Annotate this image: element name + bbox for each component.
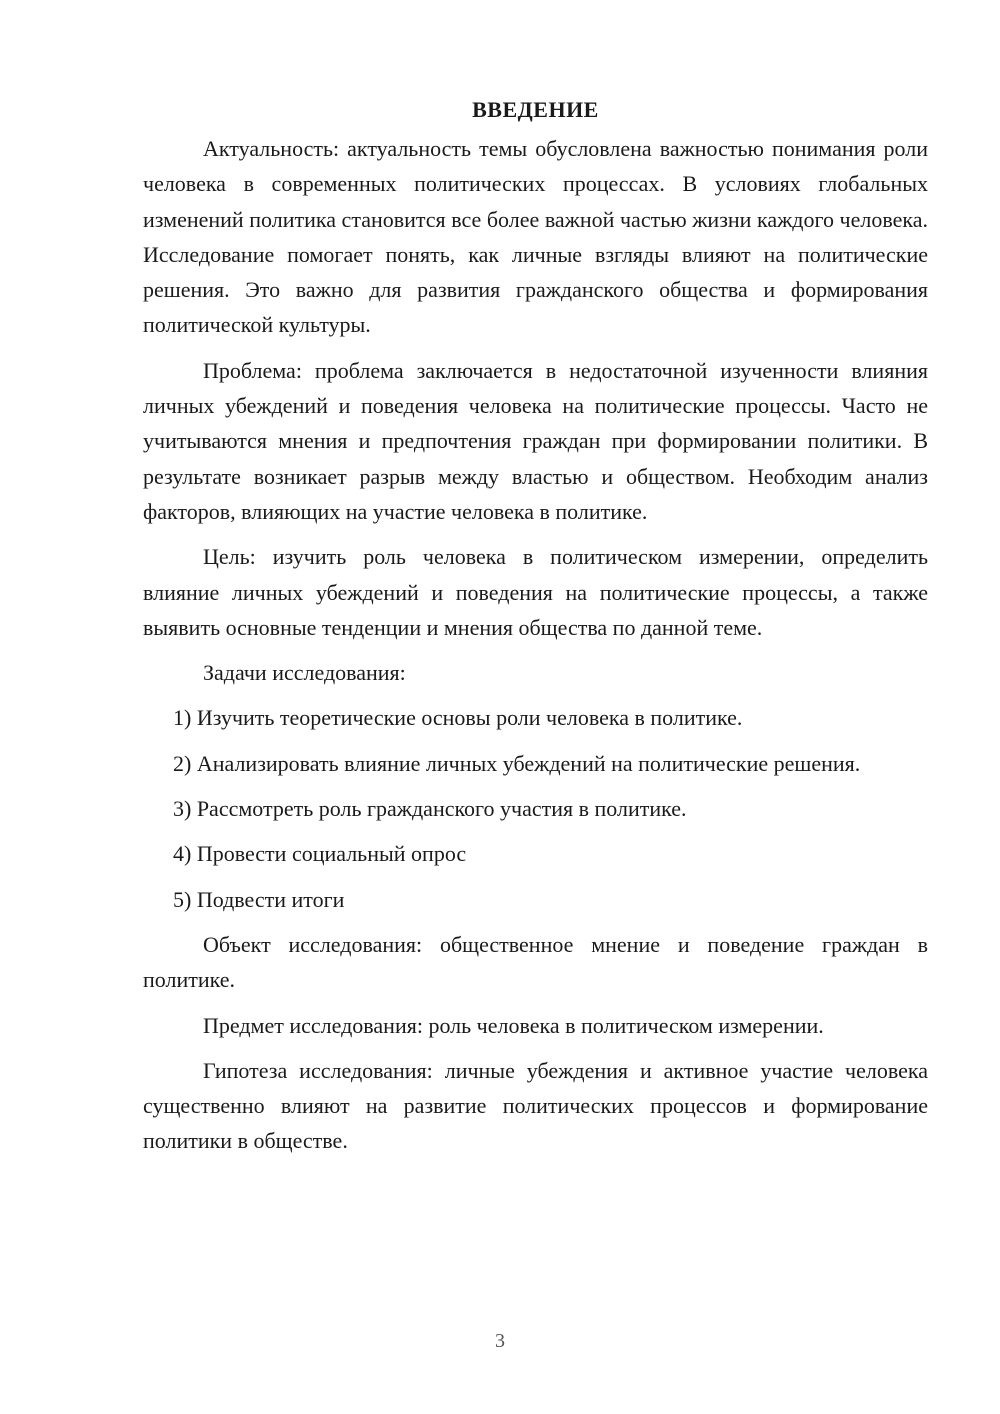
task-item: 4) Провести социальный опрос: [173, 841, 467, 867]
paragraph-problem: Проблема: проблема заключается в недостаточной изученности влияния личных убеждений и поведения человека на политические процессы. Часто не учитываются мнения и предпочтения граждан при формировании политики. В результате возникает разрыв между властью и обществом. Необходим анализ факторов, влияющих на участие человека в политике.: [143, 357, 928, 524]
page-number: 3: [495, 1330, 505, 1352]
task-item: 5) Подвести итоги: [173, 886, 345, 912]
paragraph-subject: Предмет исследования: роль человека в политическом измерении.: [203, 1012, 824, 1038]
document-page: [143, 92, 928, 1169]
paragraph-goal: Цель: изучить роль человека в политическом измерении, определить влияние личных убеждений и поведения на политические процессы, а также выявить основные тенденции и мнения общества по данной теме.: [143, 544, 928, 640]
section-title: ВВЕДЕНИЕ: [472, 97, 599, 122]
paragraph-object: Объект исследования: общественное мнение и поведение граждан в политике.: [143, 931, 928, 993]
paragraph-relevance: Актуальность: актуальность темы обусловлена важностью понимания роли человека в современных политических процессах. В условиях глобальных изменений политика становится все более важной частью жизни каждого человека. Исследование помогает понять, как личные взгляды влияют на политические решения. Это важно для развития гражданского общества и формирования политической культуры.: [143, 136, 928, 338]
task-item: 1) Изучить теоретические основы роли человека в политике.: [173, 705, 743, 731]
task-item: 3) Рассмотреть роль гражданского участия в политике.: [173, 796, 687, 822]
tasks-list: [143, 700, 928, 916]
paragraph-hypothesis: Гипотеза исследования: личные убеждения и активное участие человека существенно влияют на развитие политических процессов и формирование политики в обществе.: [143, 1057, 928, 1154]
tasks-heading: Задачи исследования:: [203, 660, 406, 686]
task-item: 2) Анализировать влияние личных убеждений на политические решения.: [173, 750, 861, 776]
